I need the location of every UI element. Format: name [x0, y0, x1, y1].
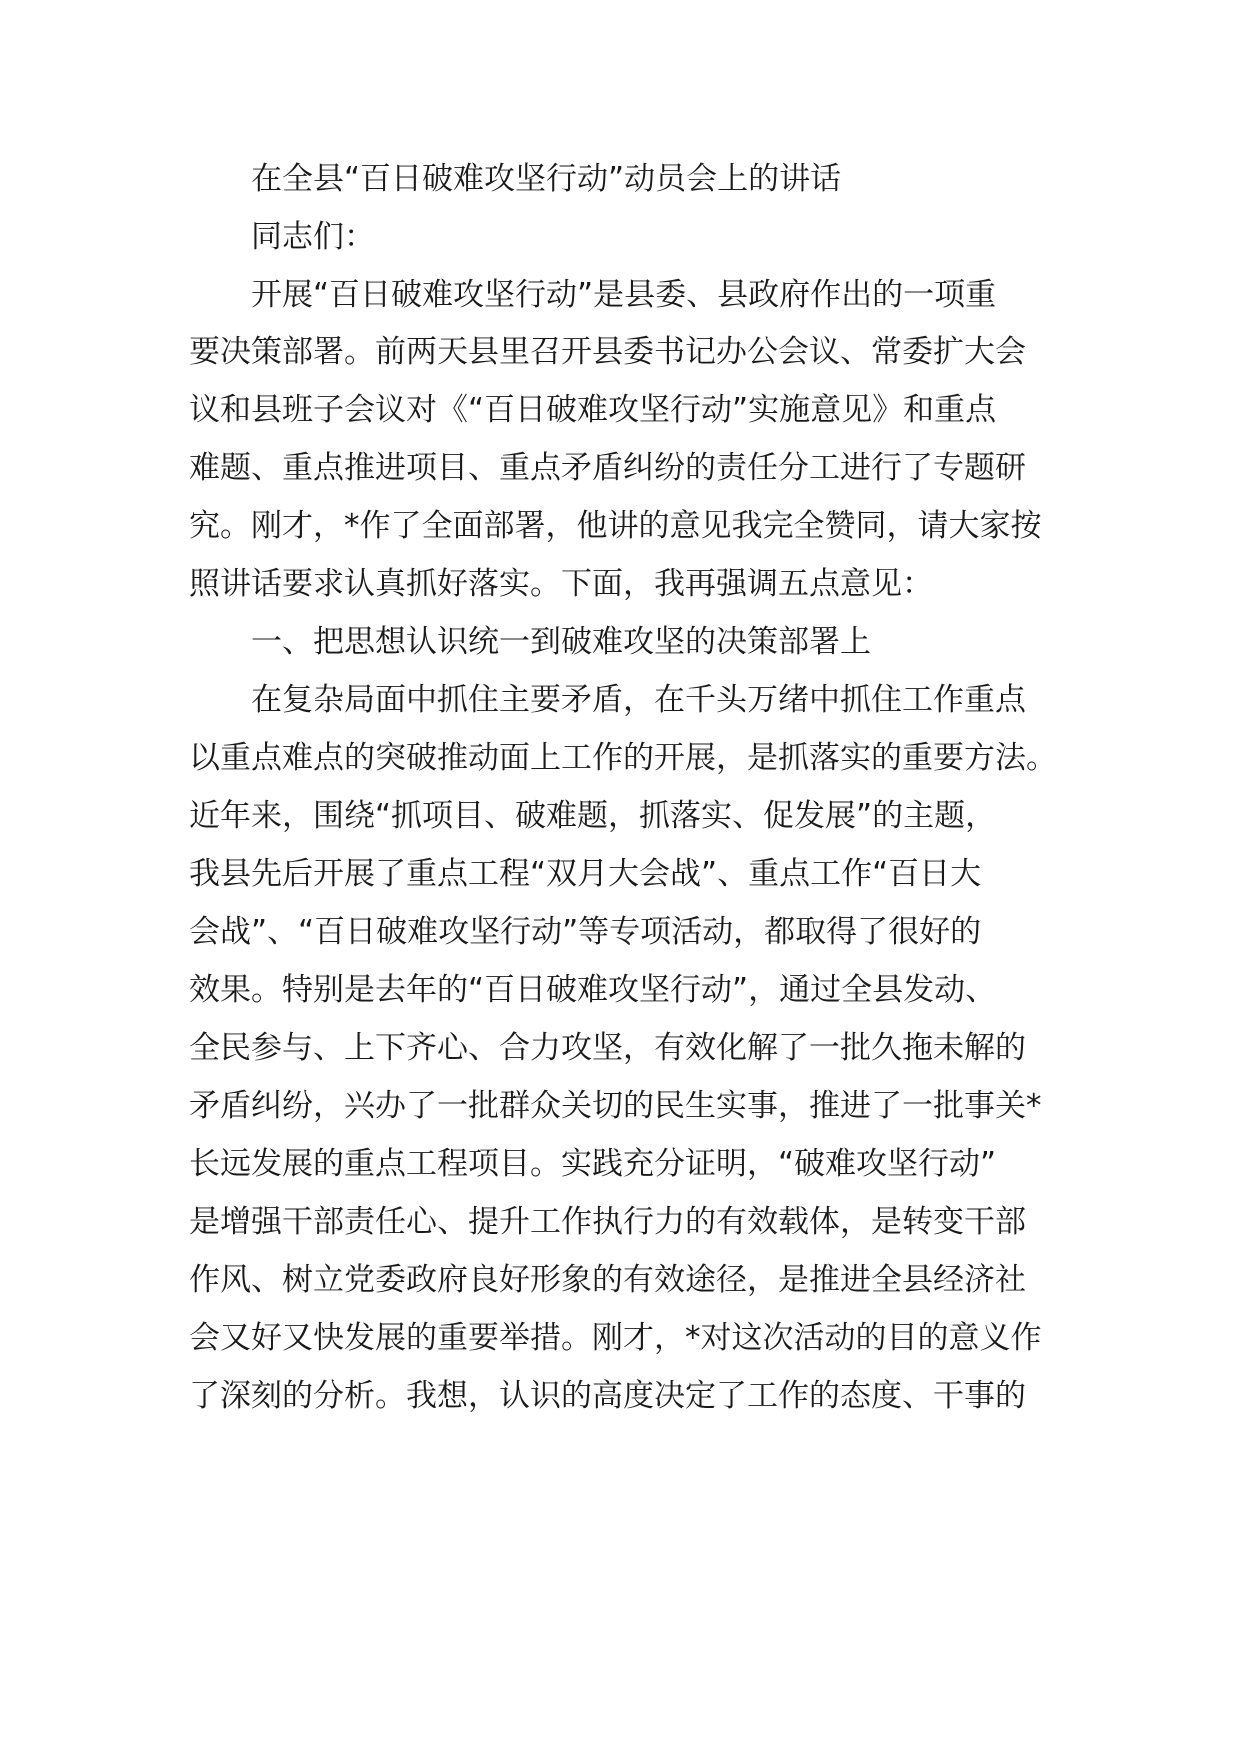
text-line: 长远发展的重点工程项目。实践充分证明，“破难攻坚行动”: [189, 1146, 997, 1182]
text-line: 要决策部署。前两天县里召开县委书记办公会议、常委扩大会: [189, 334, 1026, 370]
text-line: 全民参与、上下齐心、合力攻坚，有效化解了一批久拖未解的: [189, 1030, 1026, 1066]
salutation: 同志们：: [251, 219, 375, 255]
text-line: 近年来，围绕“抓项目、破难题，抓落实、促发展”的主题，: [189, 798, 997, 834]
text-line: 会战”、“百日破难攻坚行动”等专项活动，都取得了很好的: [189, 914, 982, 950]
text-line: 效果。特别是去年的“百日破难攻坚行动”，通过全县发动、: [189, 972, 997, 1008]
text-line: 开展“百日破难攻坚行动”是县委、县政府作出的一项重: [251, 277, 997, 313]
text-line: 究。刚才，*作了全面部署，他讲的意见我完全赞同，请大家按: [189, 508, 1042, 544]
text-line: 了深刻的分析。我想，认识的高度决定了工作的态度、干事的: [189, 1378, 1026, 1414]
text-line: 以重点难点的突破推动面上工作的开展，是抓落实的重要方法。: [189, 740, 1057, 776]
text-line: 议和县班子会议对《“百日破难攻坚行动”实施意见》和重点: [189, 392, 997, 428]
text-line: 作风、树立党委政府良好形象的有效途径，是推进全县经济社: [189, 1262, 1026, 1298]
text-line: 在复杂局面中抓住主要矛盾，在千头万绪中抓住工作重点: [251, 682, 1026, 718]
text-line: 难题、重点推进项目、重点矛盾纠纷的责任分工进行了专题研: [189, 450, 1026, 486]
text-line: 会又好又快发展的重要举措。刚才，*对这次活动的目的意义作: [189, 1320, 1042, 1356]
section-heading: 一、把思想认识统一到破难攻坚的决策部署上: [251, 624, 871, 660]
text-line: 是增强干部责任心、提升工作执行力的有效载体，是转变干部: [189, 1204, 1026, 1240]
text-line: 我县先后开展了重点工程“双月大会战”、重点工作“百日大: [189, 856, 982, 892]
text-line: 照讲话要求认真抓好落实。下面，我再强调五点意见：: [189, 566, 933, 602]
document-title: 在全县“百日破难攻坚行动”动员会上的讲话: [251, 161, 842, 197]
text-line: 矛盾纠纷，兴办了一批群众关切的民生实事，推进了一批事关*: [189, 1088, 1042, 1124]
